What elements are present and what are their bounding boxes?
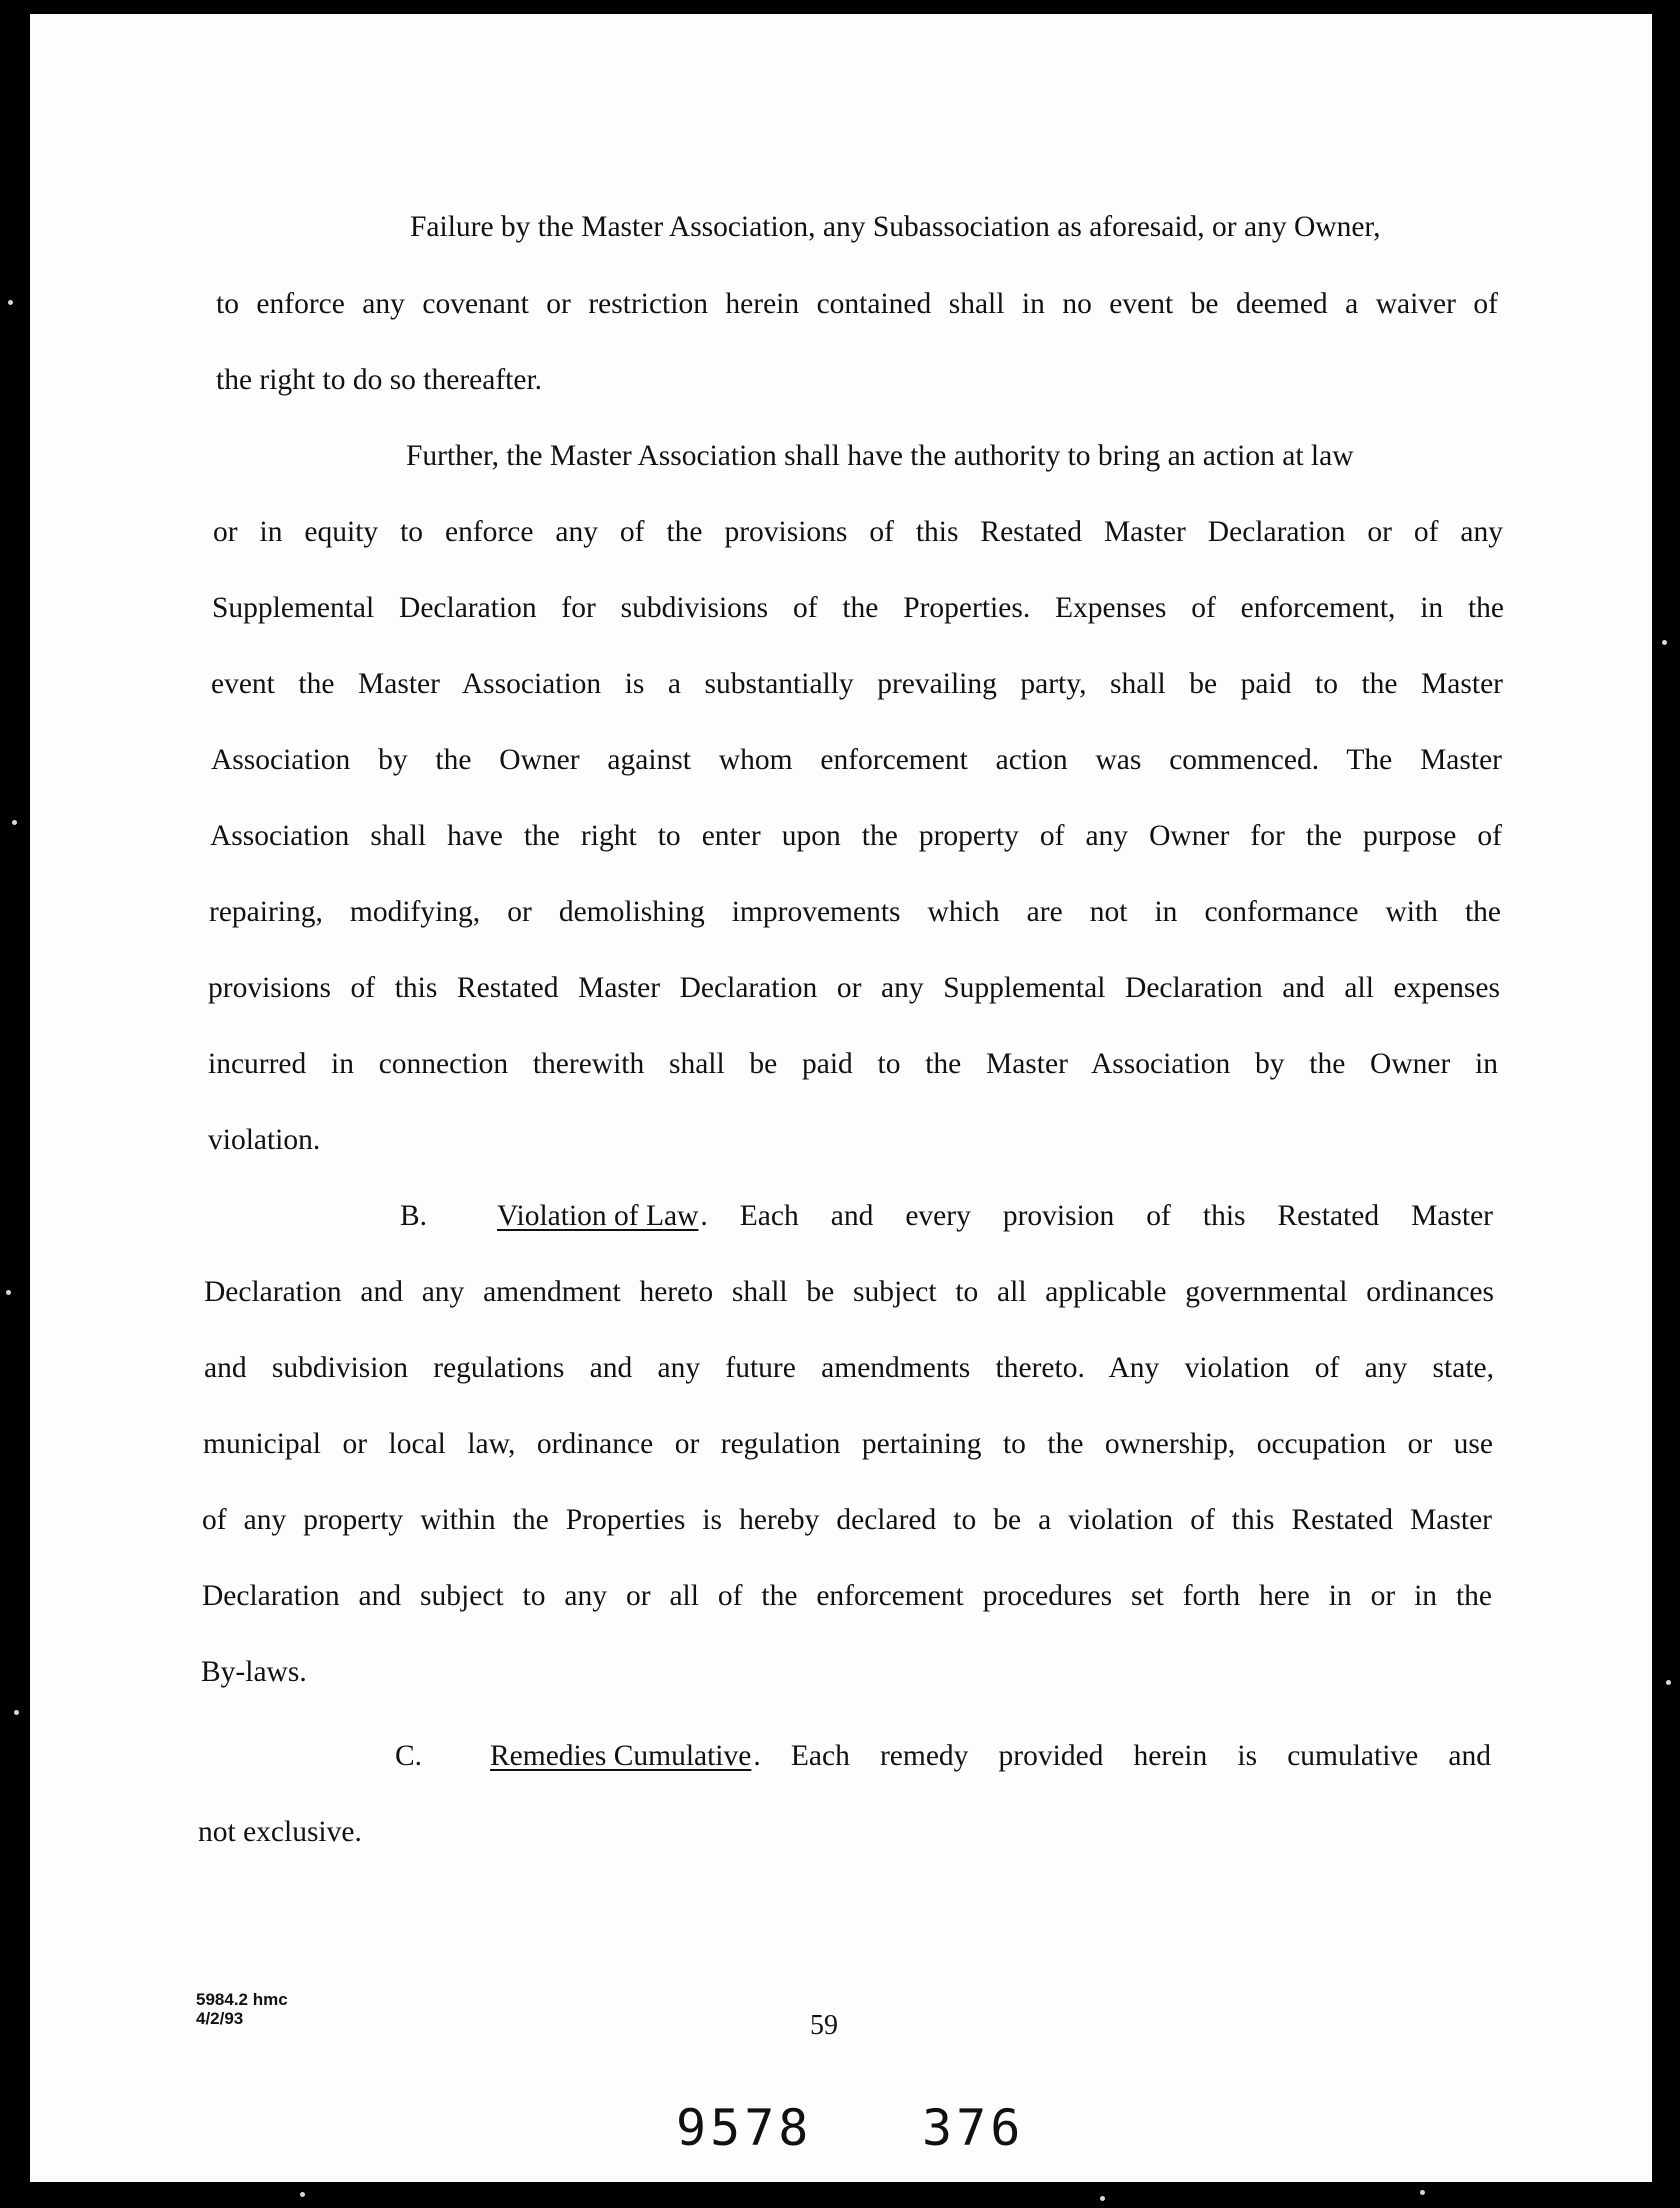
paragraph-1-line-2: to enforce any covenant or restriction herein contained shall in no event be deemed a waiver of	[216, 288, 1498, 320]
paragraph-2-line-5: Association by the Owner against whom enforcement action was commenced. The Master	[211, 744, 1502, 776]
paragraph-2-line-4: event the Master Association is a substantially prevailing party, shall be paid to the Master	[211, 668, 1503, 700]
paragraph-2-line-9: incurred in connection therewith shall be paid to the Master Association by the Owner in	[208, 1048, 1498, 1080]
section-c-first-line-rest: . Each remedy provided herein is cumulative and	[753, 1740, 1491, 1772]
paragraph-2-line-7: repairing, modifying, or demolishing improvements which are not in conformance with the	[209, 896, 1501, 928]
section-b-line-7: By-laws.	[201, 1656, 307, 1688]
paragraph-2-line-10: violation.	[208, 1124, 321, 1156]
section-b-first-line	[497, 1198, 1493, 1234]
section-b-line-5: of any property within the Properties is hereby declared to be a violation of this Restated Master	[202, 1504, 1492, 1536]
section-b-line-2: Declaration and any amendment hereto shall be subject to all applicable governmental ordinances	[204, 1276, 1494, 1308]
document-page	[30, 14, 1652, 2182]
stamp-number-right: 376	[922, 2099, 1025, 2157]
section-c-line-2: not exclusive.	[198, 1816, 362, 1848]
scan-speck	[14, 1710, 19, 1715]
section-b-first-line-rest: . Each and every provision of this Restated Master	[700, 1200, 1493, 1232]
section-b-line-4: municipal or local law, ordinance or regulation pertaining to the ownership, occupation or use	[203, 1428, 1493, 1460]
section-c-heading: Remedies Cumulative	[490, 1740, 752, 1772]
section-c-letter: C.	[395, 1740, 423, 1772]
section-c-first-line	[490, 1738, 1491, 1774]
scan-speck	[1666, 1680, 1671, 1685]
document-code: 5984.2 hmc	[196, 1990, 288, 2009]
page-number: 59	[810, 2010, 838, 2041]
paragraph-1-line-1: Failure by the Master Association, any Subassociation as aforesaid, or any Owner,	[410, 211, 1381, 243]
stamp-number-left: 9578	[676, 2099, 813, 2157]
paragraph-2-line-6: Association shall have the right to enter upon the property of any Owner for the purpose of	[210, 820, 1502, 852]
section-b-line-6: Declaration and subject to any or all of the enforcement procedures set forth here in or in the	[202, 1580, 1492, 1612]
scan-speck	[8, 300, 13, 305]
scan-speck	[1662, 640, 1667, 645]
paragraph-2-line-8: provisions of this Restated Master Declaration or any Supplemental Declaration and all expenses	[208, 972, 1500, 1004]
scan-speck	[6, 1290, 11, 1295]
paragraph-2-line-1: Further, the Master Association shall have the authority to bring an action at law	[406, 440, 1354, 472]
section-b-line-3: and subdivision regulations and any future amendments thereto. Any violation of any state,	[204, 1352, 1494, 1384]
section-b-letter: B.	[400, 1200, 428, 1232]
scan-speck	[1420, 2190, 1425, 2195]
scan-speck	[1100, 2196, 1105, 2201]
section-b-heading: Violation of Law	[497, 1200, 699, 1232]
paragraph-2-line-2: or in equity to enforce any of the provisions of this Restated Master Declaration or of any	[213, 516, 1503, 548]
scan-speck	[12, 820, 17, 825]
scan-speck	[300, 2192, 305, 2197]
paragraph-2-line-3: Supplemental Declaration for subdivisions of the Properties. Expenses of enforcement, in the	[212, 592, 1504, 624]
paragraph-1-line-3: the right to do so thereafter.	[216, 364, 543, 396]
document-date: 4/2/93	[196, 2009, 244, 2028]
